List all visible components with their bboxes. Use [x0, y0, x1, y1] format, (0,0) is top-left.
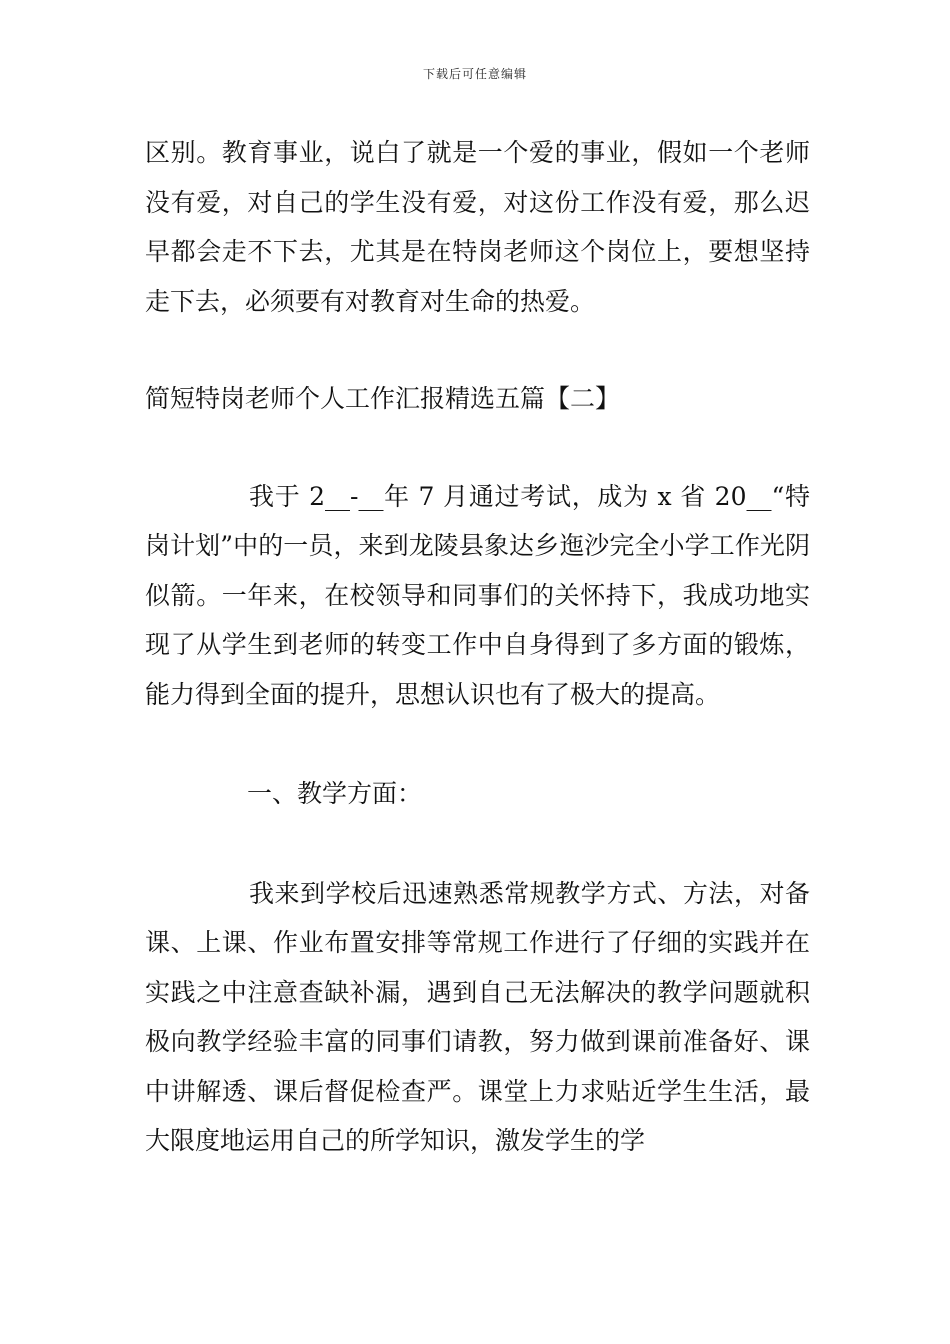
paragraph-continued: 区别。教育事业，说白了就是一个爱的事业，假如一个老师没有爱，对自己的学生没有爱，对这份工作没有爱，那么迟早都会走不下去，尤其是在特岗老师这个岗位上，要想坚持走下去，必须要有对教育对生命的热爱。	[145, 138, 810, 316]
paragraph-spacer	[145, 326, 810, 374]
paragraph-spacer	[145, 719, 810, 769]
paragraph-teaching: 我来到学校后迅速熟悉常规教学方式、方法，对备课、上课、作业布置安排等常规工作进行了仔细的实践并在实践之中注意查缺补漏，遇到自己无法解决的教学问题就积极向教学经验丰富的同事们请教，努力做到课前准备好、课中讲解透、课后督促检查严。课堂上力求贴近学生生活，最大限度地运用自己的所学知识，激发学生的学	[145, 878, 810, 1155]
paragraph-spacer	[145, 819, 810, 869]
paragraph-spacer	[145, 424, 810, 472]
section-heading: 简短特岗老师个人工作汇报精选五篇【二】	[145, 384, 621, 413]
page-header-note: 下载后可任意编辑	[422, 67, 527, 81]
paragraph-intro: 我于 2__-__年 7 月通过考试，成为 x 省 20__“特岗计划”中的一员，来到龙陵县象达乡迤沙完全小学工作光阴似箭。一年来，在校领导和同事们的关怀持下，我成功地实现了从学生到老师的转变工作中自身得到了多方面的锻炼，能力得到全面的提升，思想认识也有了极大的提高。	[145, 481, 810, 709]
subsection-heading: 一、教学方面：	[247, 779, 423, 808]
document-body	[145, 128, 810, 1166]
